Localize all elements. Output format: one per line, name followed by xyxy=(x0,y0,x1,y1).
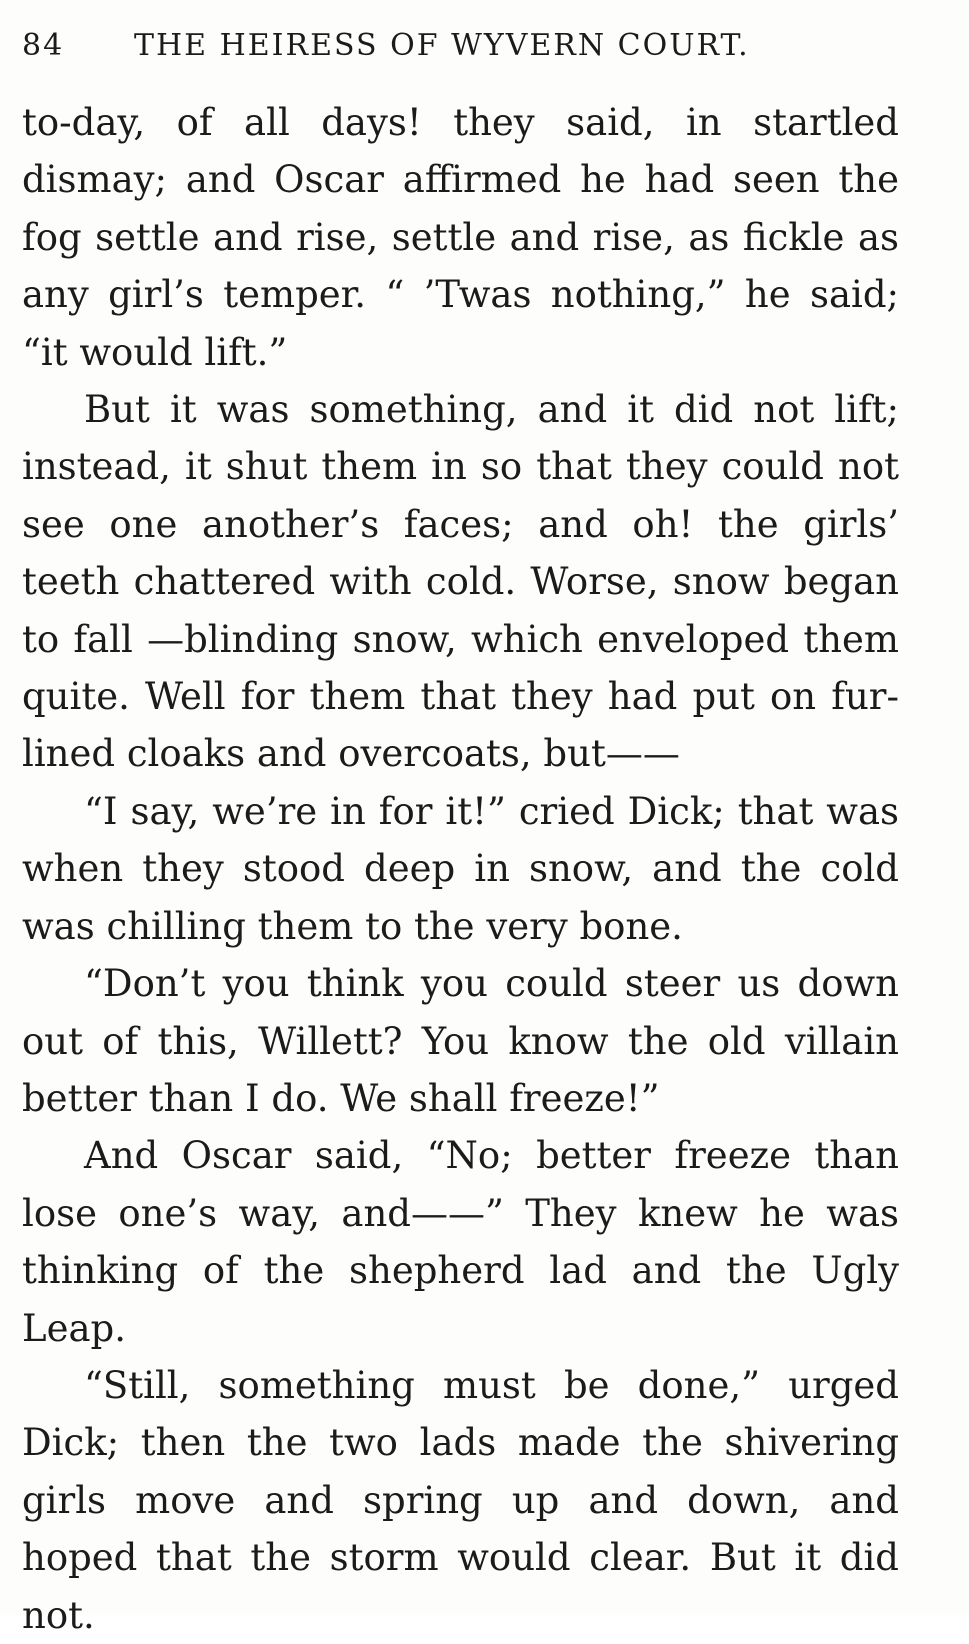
paragraph: And Oscar said, “No; better freeze than lose one’s way, and——” They knew he was thinking of the shepherd lad and the Ugly Leap. xyxy=(22,1134,899,1350)
running-head xyxy=(22,18,902,70)
paragraph: But it was something, and it did not lift; instead, it shut them in so that they could not see one another’s faces; and oh! the girls’ teeth chattered with cold. Worse, snow began to fall —blinding snow, which enveloped them quite. Well for them that they had put on fur-lined cloaks and overcoats, but—— xyxy=(22,388,899,776)
book-title: THE HEIRESS OF WYVERN COURT. xyxy=(134,28,750,63)
body-text xyxy=(22,94,899,1644)
paragraph: “Still, something must be done,” urged Dick; then the two lads made the shivering girls move and spring up and down, and hoped that the storm would clear. But it did not. xyxy=(22,1363,899,1637)
paragraph-continued: to-day, of all days! they said, in startled dismay; and Oscar affirmed he had seen the fog settle and rise, settle and rise, as fickle as any girl’s temper. “ ’Twas nothing,” he said; “it would lift.” xyxy=(22,101,899,374)
paragraph: “I say, we’re in for it!” cried Dick; that was when they stood deep in snow, and the cold was chilling them to the very bone. xyxy=(22,789,899,948)
paragraph: “Don’t you think you could steer us down out of this, Willett? You know the old villain better than I do. We shall freeze!” xyxy=(22,962,899,1120)
page-number: 84 xyxy=(22,28,65,63)
